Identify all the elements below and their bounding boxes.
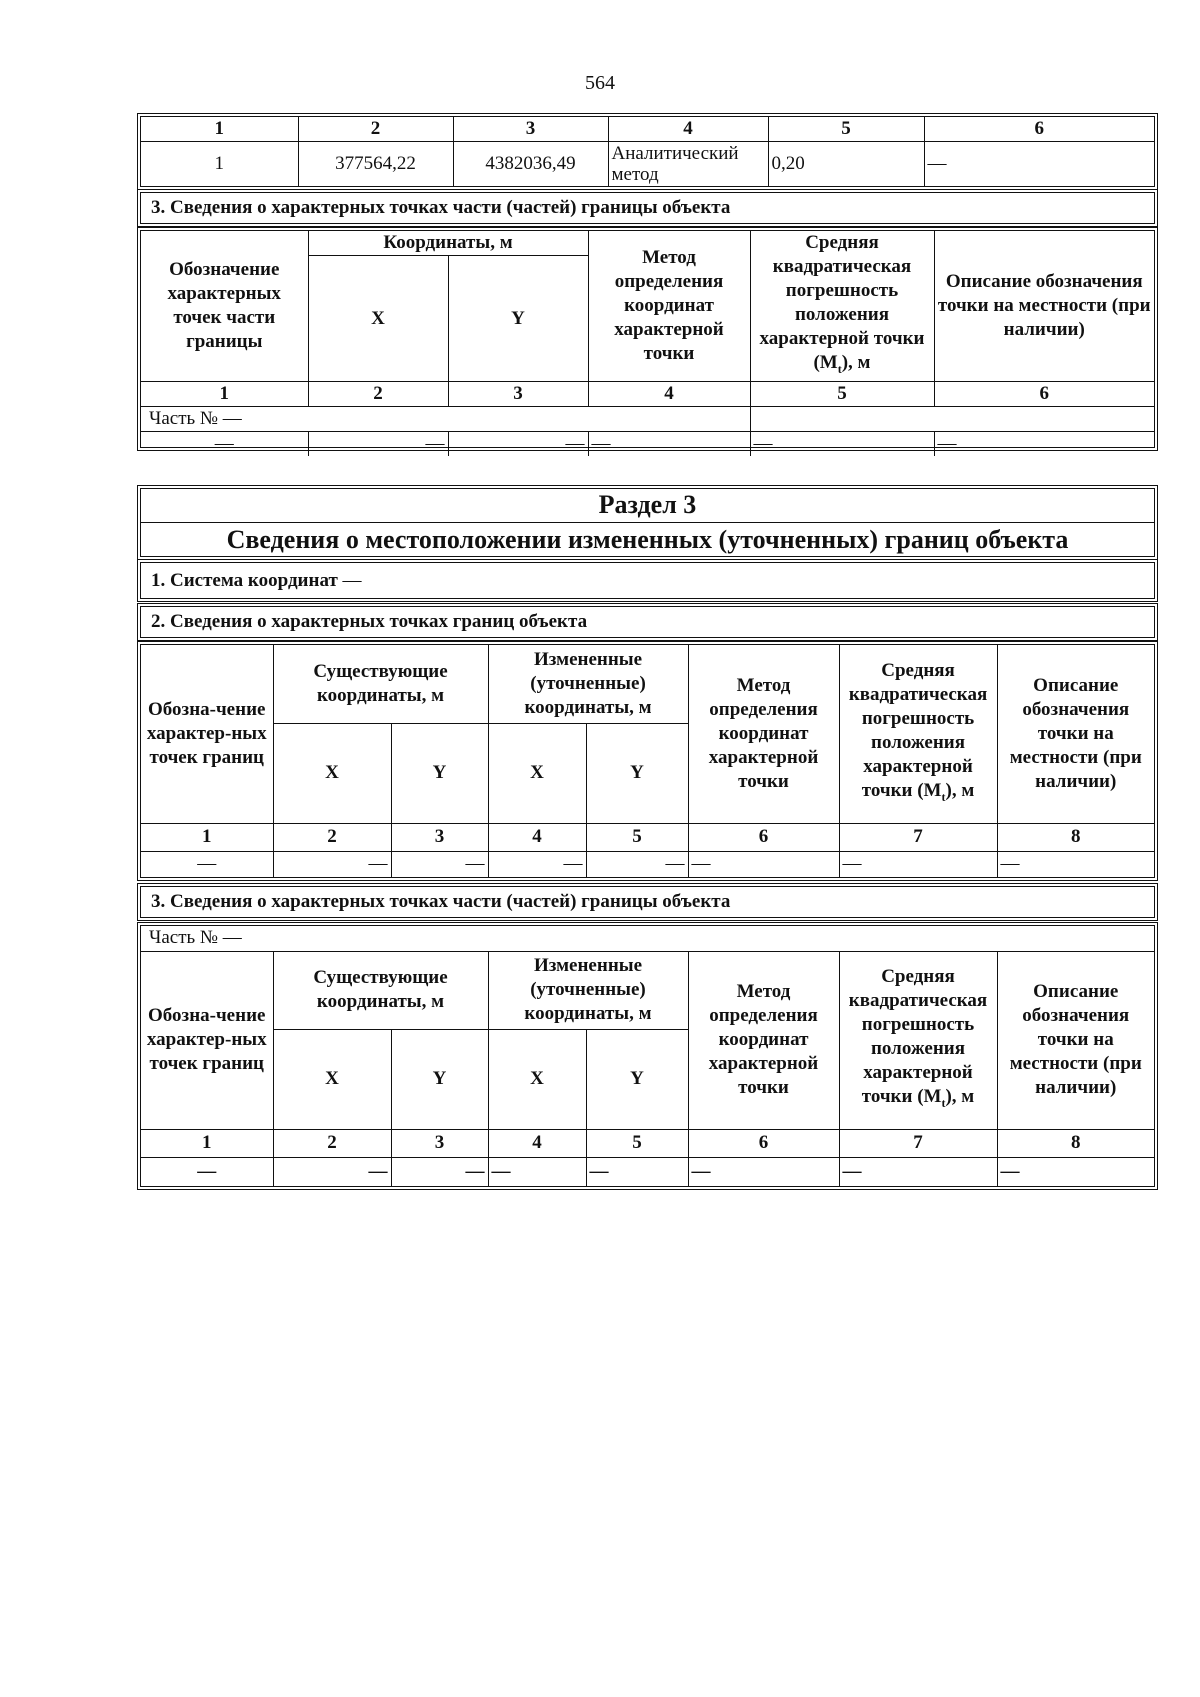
col-num: 1	[141, 381, 308, 406]
header-description: Описание обозначения точки на местности (при наличии)	[934, 231, 1154, 381]
col-num: 1	[141, 823, 273, 851]
header-error	[750, 231, 934, 381]
col-num: 4	[488, 823, 586, 851]
method: Аналитический метод	[608, 142, 768, 187]
col-num: 4	[588, 381, 750, 406]
header-designation: Обозна-чение характер-ных точек границ	[141, 645, 273, 823]
col-num: 7	[839, 823, 997, 851]
header-existing: Существующие координаты, м	[273, 645, 488, 723]
col-num: 4	[608, 117, 768, 142]
header-error	[839, 951, 997, 1129]
header-existing: Существующие координаты, м	[273, 951, 488, 1029]
header-error-text: Средняя квадратическая погрешность положения характерной точки (M	[759, 232, 925, 373]
col-num: 8	[997, 1129, 1154, 1157]
header-y: Y	[586, 1029, 688, 1129]
column-numbers-row	[141, 381, 1154, 406]
col-num: 3	[448, 381, 588, 406]
empty-value: —	[934, 431, 1154, 456]
empty-value: —	[839, 851, 997, 877]
col-num: 6	[688, 823, 839, 851]
parts-title	[140, 886, 1155, 918]
header-x: X	[488, 1029, 586, 1129]
top-table	[140, 116, 1155, 187]
coord-y: 4382036,49	[453, 142, 608, 187]
empty-value: —	[141, 431, 308, 456]
table-row	[141, 851, 1154, 877]
col-num: 7	[839, 1129, 997, 1157]
col-num: 2	[273, 1129, 391, 1157]
header-error-unit: ), м	[841, 352, 871, 373]
table-row	[141, 1157, 1154, 1186]
header-description: Описание обозначения точки на местности (при наличии)	[997, 951, 1154, 1129]
empty-value: —	[308, 431, 448, 456]
points-table	[140, 644, 1155, 878]
col-num: 1	[141, 117, 298, 142]
header-error-unit: ), м	[945, 779, 975, 801]
col-num: 5	[586, 1129, 688, 1157]
col-num: 3	[453, 117, 608, 142]
col-num: 6	[924, 117, 1154, 142]
header-y: Y	[391, 1029, 488, 1129]
error: 0,20	[768, 142, 924, 187]
header-error-sub: t	[941, 789, 946, 804]
col-num: 1	[141, 1129, 273, 1157]
empty-value: —	[997, 1157, 1154, 1186]
col-num: 3	[391, 1129, 488, 1157]
description: —	[924, 142, 1154, 187]
col-num: 5	[586, 823, 688, 851]
empty-value: —	[750, 431, 934, 456]
header-method: Метод определения координат характерной точки	[688, 645, 839, 823]
empty-value: —	[273, 1157, 391, 1186]
empty-value: —	[273, 851, 391, 877]
parts-table	[140, 230, 1155, 454]
header-x: X	[273, 1029, 391, 1129]
point-id: 1	[141, 142, 298, 187]
col-num: 2	[273, 823, 391, 851]
header-error-sub: t	[941, 1095, 946, 1110]
coord-x: 377564,22	[298, 142, 453, 187]
empty-value: —	[997, 851, 1154, 877]
header-method: Метод определения координат характерной точки	[688, 951, 839, 1129]
parts-title-text: 3. Сведения о характерных точках части (частей) границы объекта	[151, 891, 731, 912]
header-x: X	[308, 256, 448, 382]
column-numbers-row	[141, 1129, 1154, 1157]
coord-system-value: —	[342, 569, 362, 591]
part-label: Часть № —	[141, 406, 750, 431]
col-num: 4	[488, 1129, 586, 1157]
page-number: 564	[585, 72, 615, 94]
column-numbers-row	[141, 823, 1154, 851]
empty-value: —	[448, 431, 588, 456]
header-y: Y	[391, 723, 488, 823]
empty-value: —	[391, 851, 488, 877]
part-label: Часть № —	[141, 926, 1154, 951]
empty-value: —	[586, 851, 688, 877]
parts-table-section-3	[140, 925, 1155, 1187]
col-num: 8	[997, 823, 1154, 851]
section-subheading: Сведения о местоположении измененных (уточненных) границ объекта	[226, 525, 1069, 554]
coord-system	[140, 562, 1155, 599]
header-description: Описание обозначения точки на местности (при наличии)	[997, 645, 1154, 823]
section-3-heading	[140, 488, 1155, 557]
empty-value: —	[839, 1157, 997, 1186]
header-error	[839, 645, 997, 823]
col-num: 2	[298, 117, 453, 142]
col-num: 6	[934, 381, 1154, 406]
empty-value: —	[688, 851, 839, 877]
points-title-text: 2. Сведения о характерных точках границ объекта	[151, 611, 588, 632]
header-coords: Координаты, м	[308, 231, 588, 256]
header-changed: Измененные (уточненные) координаты, м	[488, 645, 688, 723]
header-x: X	[488, 723, 586, 823]
header-changed: Измененные (уточненные) координаты, м	[488, 951, 688, 1029]
header-error-text: Средняя квадратическая погрешность положения характерной точки (M	[848, 966, 988, 1108]
empty-value: —	[586, 1157, 688, 1186]
empty-value: —	[488, 851, 586, 877]
header-y: Y	[448, 256, 588, 382]
header-error-unit: ), м	[945, 1086, 975, 1108]
empty-value: —	[588, 431, 750, 456]
coord-system-label: 1. Система координат	[151, 569, 338, 591]
section-title-text: 3. Сведения о характерных точках части (частей) границы объекта	[151, 197, 731, 218]
table-row	[141, 431, 1154, 456]
header-error-sub: t	[837, 361, 842, 376]
col-num: 5	[768, 117, 924, 142]
col-num: 3	[391, 823, 488, 851]
header-method: Метод определения координат характерной точки	[588, 231, 750, 381]
empty-value: —	[488, 1157, 586, 1186]
header-designation: Обозначение характерных точек части границы	[141, 231, 308, 381]
empty-value: —	[141, 1157, 273, 1186]
col-num: 6	[688, 1129, 839, 1157]
points-title	[140, 606, 1155, 638]
col-num: 5	[750, 381, 934, 406]
top-table-header-row	[141, 117, 1154, 142]
header-error-text: Средняя квадратическая погрешность положения характерной точки (M	[848, 659, 988, 801]
empty-value: —	[391, 1157, 488, 1186]
empty-value: —	[141, 851, 273, 877]
section-heading: Раздел 3	[141, 489, 1154, 523]
col-num: 2	[308, 381, 448, 406]
table-row	[141, 142, 1154, 187]
empty-cell	[750, 406, 1154, 431]
empty-value: —	[688, 1157, 839, 1186]
section-title	[140, 192, 1155, 224]
header-x: X	[273, 723, 391, 823]
header-y: Y	[586, 723, 688, 823]
header-designation: Обозна-чение характер-ных точек границ	[141, 951, 273, 1129]
